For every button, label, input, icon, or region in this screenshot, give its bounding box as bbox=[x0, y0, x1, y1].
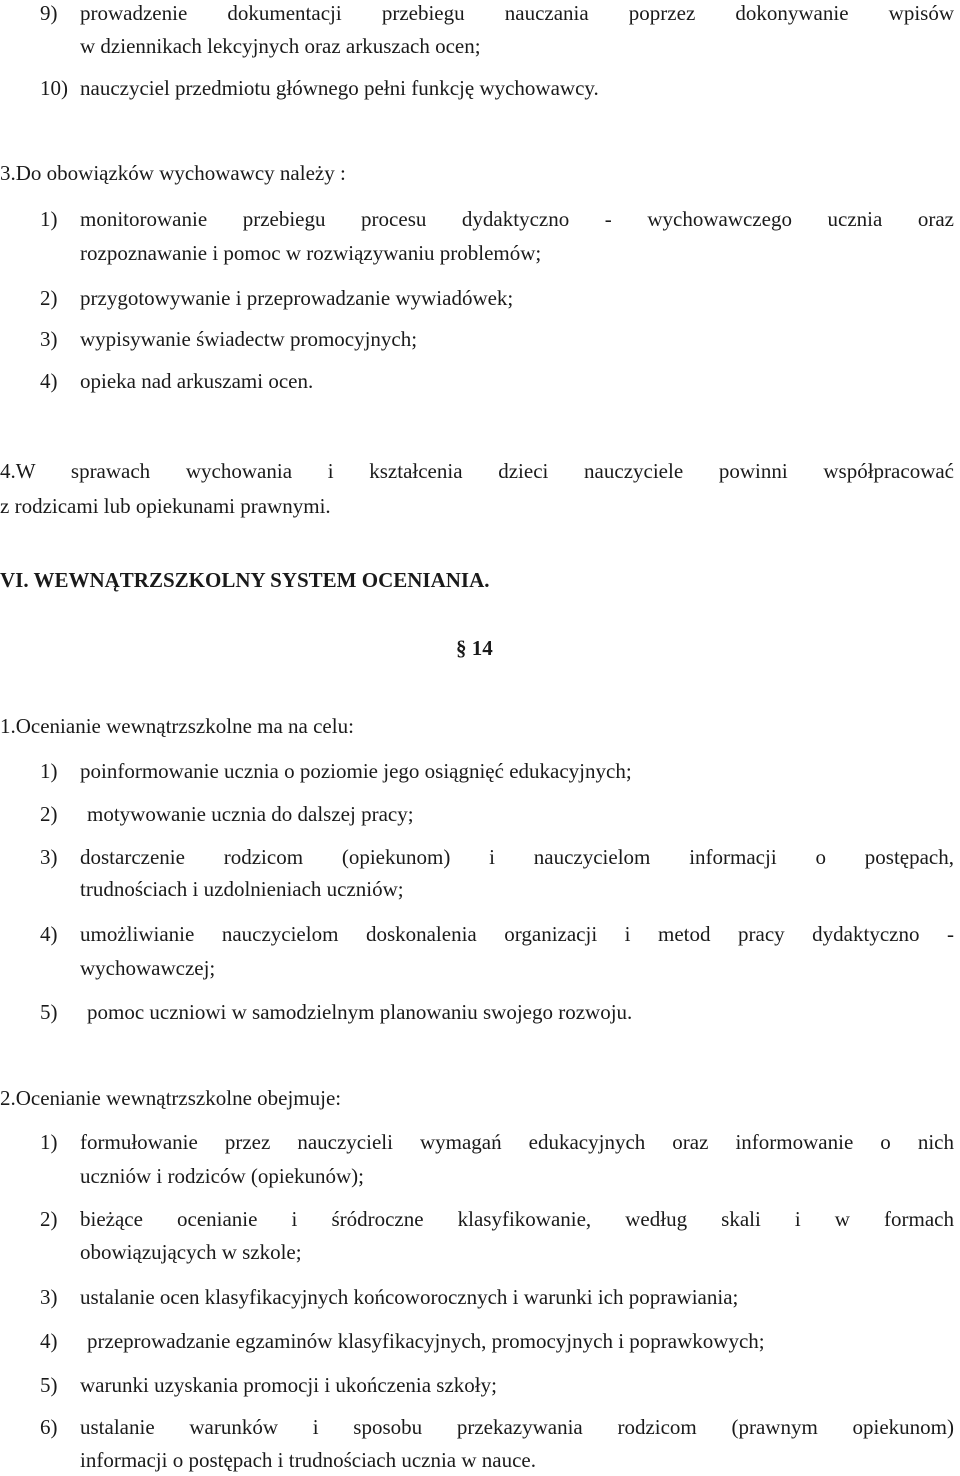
list-number: 2) bbox=[40, 286, 58, 310]
list-item-text: formułowanie przez nauczycieli wymagań edukacyjnych oraz informowanie o nich bbox=[80, 1130, 954, 1154]
section-heading: 2.Ocenianie wewnątrzszkolne obejmuje: bbox=[0, 1086, 342, 1110]
list-number: 5) bbox=[40, 1000, 58, 1024]
list-item-text: warunki uzyskania promocji i ukończenia szkoły; bbox=[80, 1373, 497, 1397]
paragraph-number: § 14 bbox=[456, 636, 493, 660]
list-item-text-continued: informacji o postępach i trudnościach ucznia w nauce. bbox=[80, 1448, 536, 1472]
list-item-text: nauczyciel przedmiotu głównego pełni funkcję wychowawcy. bbox=[80, 76, 599, 100]
section-heading: 1.Ocenianie wewnątrzszkolne ma na celu: bbox=[0, 714, 354, 738]
list-item-text: motywowanie ucznia do dalszej pracy; bbox=[87, 802, 414, 826]
list-number: 1) bbox=[40, 207, 58, 231]
list-number: 3) bbox=[40, 845, 58, 869]
section-heading: 3.Do obowiązków wychowawcy należy : bbox=[0, 161, 346, 185]
list-item-text: dostarczenie rodzicom (opiekunom) i nauczycielom informacji o postępach, bbox=[80, 845, 954, 869]
list-item-text-continued: obowiązujących w szkole; bbox=[80, 1240, 302, 1264]
list-item-text-continued: w dziennikach lekcyjnych oraz arkuszach ocen; bbox=[80, 34, 481, 58]
list-number: 10) bbox=[40, 76, 68, 100]
list-number: 2) bbox=[40, 802, 58, 826]
list-number: 2) bbox=[40, 1207, 58, 1231]
list-number: 1) bbox=[40, 759, 58, 783]
list-number: 9) bbox=[40, 1, 58, 25]
list-item-text: monitorowanie przebiegu procesu dydaktyczno - wychowawczego ucznia oraz bbox=[80, 207, 954, 231]
list-item-text: przygotowywanie i przeprowadzanie wywiadówek; bbox=[80, 286, 514, 310]
list-item-text: pomoc uczniowi w samodzielnym planowaniu swojego rozwoju. bbox=[87, 1000, 633, 1024]
chapter-title: VI. WEWNĄTRZSZKOLNY SYSTEM OCENIANIA. bbox=[0, 568, 490, 592]
list-item-text: prowadzenie dokumentacji przebiegu nauczania poprzez dokonywanie wpisów bbox=[80, 1, 954, 25]
list-item-text-continued: wychowawczej; bbox=[80, 956, 216, 980]
list-number: 3) bbox=[40, 327, 58, 351]
list-item-text-continued: trudnościach i uzdolnieniach uczniów; bbox=[80, 877, 404, 901]
list-number: 4) bbox=[40, 369, 58, 393]
list-number: 4) bbox=[40, 1329, 58, 1353]
paragraph-text: 4.W sprawach wychowania i kształcenia dzieci nauczyciele powinni współpracować bbox=[0, 459, 954, 483]
list-item-text: bieżące ocenianie i śródroczne klasyfikowanie, według skali i w formach bbox=[80, 1207, 954, 1231]
list-item-text: poinformowanie ucznia o poziomie jego osiągnięć edukacyjnych; bbox=[80, 759, 632, 783]
list-item-text: opieka nad arkuszami ocen. bbox=[80, 369, 314, 393]
list-item-text-continued: rozpoznawanie i pomoc w rozwiązywaniu problemów; bbox=[80, 241, 542, 265]
list-number: 3) bbox=[40, 1285, 58, 1309]
paragraph-text-continued: z rodzicami lub opiekunami prawnymi. bbox=[0, 494, 331, 518]
list-number: 5) bbox=[40, 1373, 58, 1397]
list-number: 4) bbox=[40, 922, 58, 946]
list-item-text: umożliwianie nauczycielom doskonalenia organizacji i metod pracy dydaktyczno - bbox=[80, 922, 954, 946]
list-number: 1) bbox=[40, 1130, 58, 1154]
list-item-text: ustalanie warunków i sposobu przekazywania rodzicom (prawnym opiekunom) bbox=[80, 1415, 954, 1439]
list-number: 6) bbox=[40, 1415, 58, 1439]
list-item-text-continued: uczniów i rodziców (opiekunów); bbox=[80, 1164, 365, 1188]
list-item-text: wypisywanie świadectw promocyjnych; bbox=[80, 327, 418, 351]
list-item-text: przeprowadzanie egzaminów klasyfikacyjnych, promocyjnych i poprawkowych; bbox=[87, 1329, 765, 1353]
list-item-text: ustalanie ocen klasyfikacyjnych końcoworocznych i warunki ich poprawiania; bbox=[80, 1285, 739, 1309]
